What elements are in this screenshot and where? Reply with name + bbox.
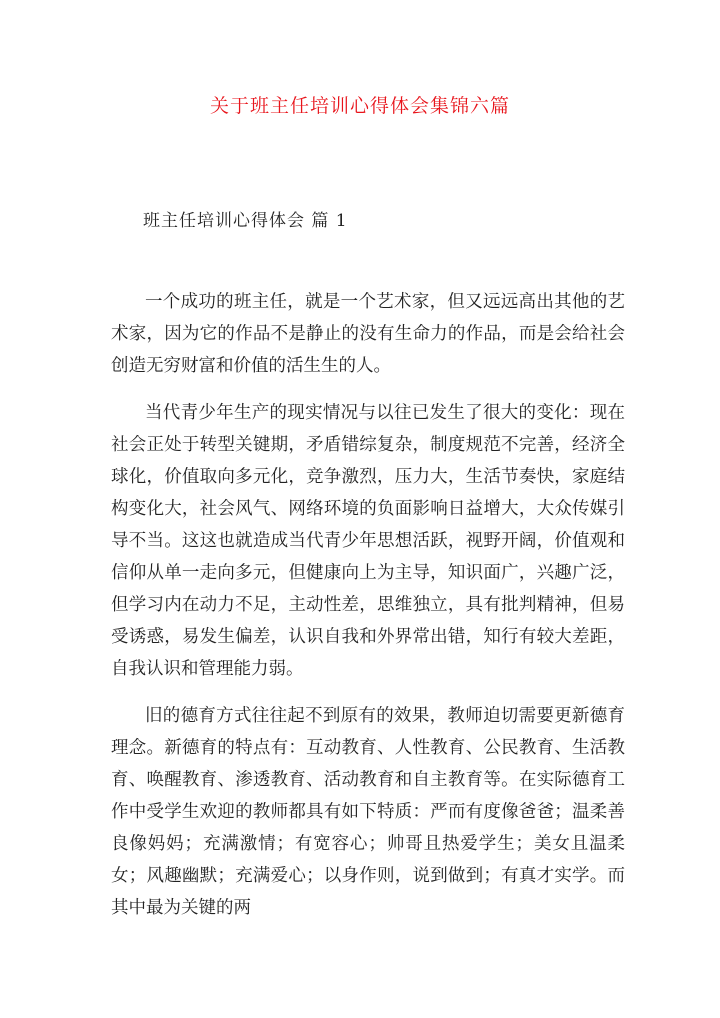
- section-heading: 班主任培训心得体会 篇 1: [143, 211, 348, 231]
- text-line: 无穷财富和价值的活生生的人。: [146, 356, 391, 376]
- text-line: 唤醒教育、渗透教育、活动教育和自主教育等。在实际德育工作中受: [111, 770, 626, 822]
- text-line: 充满激情；有宽容心；帅哥且热爱学生；美女且温柔女；风趣幽默；: [111, 834, 626, 886]
- paragraph-2: [111, 397, 625, 685]
- text-line: 家，因为它的作品不是静止的没有生命力的作品，而是会给社会创造: [111, 324, 626, 376]
- text-line: 社会风气、网络环境的负面影响日益增大，大众传媒引导不当。这这: [111, 499, 626, 551]
- text-line: 认识自我和外界常出错，知行有较大差距，自我认识和管理能力弱。: [111, 627, 626, 679]
- text-line: 学生欢迎的教师都具有如下特质：严而有度像爸爸；温柔善良像妈妈；: [111, 802, 626, 854]
- text-line: 会正处于转型关键期，矛盾错综复杂，制度规范不完善，经济全球化，: [111, 435, 626, 487]
- text-line: 足，主动性差，思维独立，具有批判精神，但易受诱惑，易发生偏差，: [111, 595, 626, 647]
- text-line: 当代青少年生产的现实情况与以往已发生了很大的变化：现在社: [111, 403, 625, 455]
- text-line: 多元，但健康向上为主导，知识面广，兴趣广泛，但学习内在动力不: [111, 563, 625, 615]
- text-line: 价值取向多元化，竞争激烈，压力大，生活节奏快，家庭结构变化大，: [111, 467, 626, 519]
- text-line: 一个成功的班主任，就是一个艺术家，但又远远高出其他的艺术: [111, 292, 625, 344]
- document-title: 关于班主任培训心得体会集锦六篇: [209, 95, 510, 117]
- text-line: 充满爱心；以身作则，说到做到；有真才实学。而其中最为关键的两: [111, 866, 626, 918]
- paragraph-1: [111, 286, 625, 382]
- text-line: 也就造成当代青少年思想活跃，视野开阔，价值观和信仰从单一走向: [111, 531, 626, 583]
- paragraph-3: [111, 700, 625, 924]
- text-line: 旧的德育方式往往起不到原有的效果，教师迫切需要更新德育理: [111, 706, 625, 758]
- text-line: 念。新德育的特点有：互动教育、人性教育、公民教育、生活教育、: [111, 738, 626, 790]
